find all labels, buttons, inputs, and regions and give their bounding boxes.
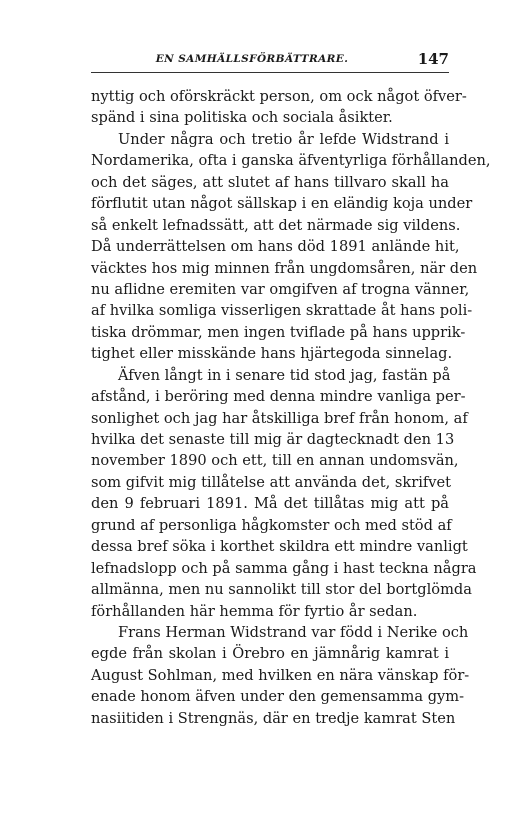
- text-line: hvilka det senaste till mig är dagtecknadt den 13: [91, 431, 455, 448]
- text-line: spänd i sina politiska och sociala åsikter.: [91, 109, 393, 127]
- text-line: nyttig och oförskräckt person, om ock något öfver-: [91, 88, 467, 105]
- running-title: EN SAMHÄLLSFÖRBÄTTRARE.: [155, 53, 349, 65]
- page-number: 147: [417, 50, 449, 68]
- text-line: nasiitiden i Strengnäs, där en tredje kamrat Sten: [91, 709, 456, 727]
- text-line: som gifvit mig tillåtelse att använda det, skrifvet: [91, 473, 452, 491]
- text-line: november 1890 och ett, till en annan undomsvän,: [91, 452, 459, 470]
- text-line: och det säges, att slutet af hans tillvaro skall ha: [91, 173, 449, 191]
- text-line: Nordamerika, ofta i ganska äfventyrliga förhållanden,: [91, 152, 491, 170]
- text-line: af hvilka somliga visserligen skrattade åt hans poli-: [91, 302, 473, 320]
- text-line: förflutit utan något sällskap i en eländig koja under: [91, 195, 473, 213]
- body-text: [91, 86, 491, 729]
- text-line: August Sohlman, med hvilken en nära vänskap för-: [91, 666, 470, 684]
- text-line: afstånd, i beröring med denna mindre vanliga per-: [91, 388, 466, 406]
- text-line: så enkelt lefnadssätt, att det närmade sig vildens.: [91, 216, 461, 234]
- text-line: väcktes hos mig minnen från ungdomsåren, när den: [91, 259, 478, 277]
- text-line: förhållanden här hemma för fyrtio år sedan.: [91, 602, 418, 620]
- text-line: Äfven långt in i senare tid stod jag, fastän på: [118, 366, 451, 384]
- text-line: tiska drömmar, men ingen tviflade på hans upprik-: [91, 323, 466, 341]
- text-line: egde från skolan i Örebro en jämnårig kamrat i: [91, 645, 449, 663]
- text-line: allmänna, men nu sannolikt till stor del bortglömda: [91, 581, 472, 599]
- text-line: tighet eller misskände hans hjärtegoda sinnelag.: [91, 345, 453, 363]
- text-line: nu aflidne eremiten var omgifven af trogna vänner,: [91, 280, 470, 298]
- text-line: Då underrättelsen om hans död 1891 anlände hit,: [91, 238, 460, 256]
- text-line: Under några och tretio år lefde Widstrand i: [118, 130, 449, 148]
- text-line: grund af personliga hågkomster och med stöd af: [91, 516, 452, 534]
- text-line: den 9 februari 1891. Må det tillåtas mig att på: [91, 495, 449, 513]
- text-line: Frans Herman Widstrand var född i Nerike och: [118, 623, 469, 641]
- text-line: dessa bref söka i korthet skildra ett mindre vanligt: [91, 538, 468, 556]
- text-line: sonlighet och jag har åtskilliga bref från honom, af: [91, 409, 468, 427]
- text-line: lefnadslopp och på samma gång i hast teckna några: [91, 559, 477, 577]
- header-rule: [91, 72, 449, 73]
- text-line: enade honom äfven under den gemensamma gym-: [91, 688, 465, 706]
